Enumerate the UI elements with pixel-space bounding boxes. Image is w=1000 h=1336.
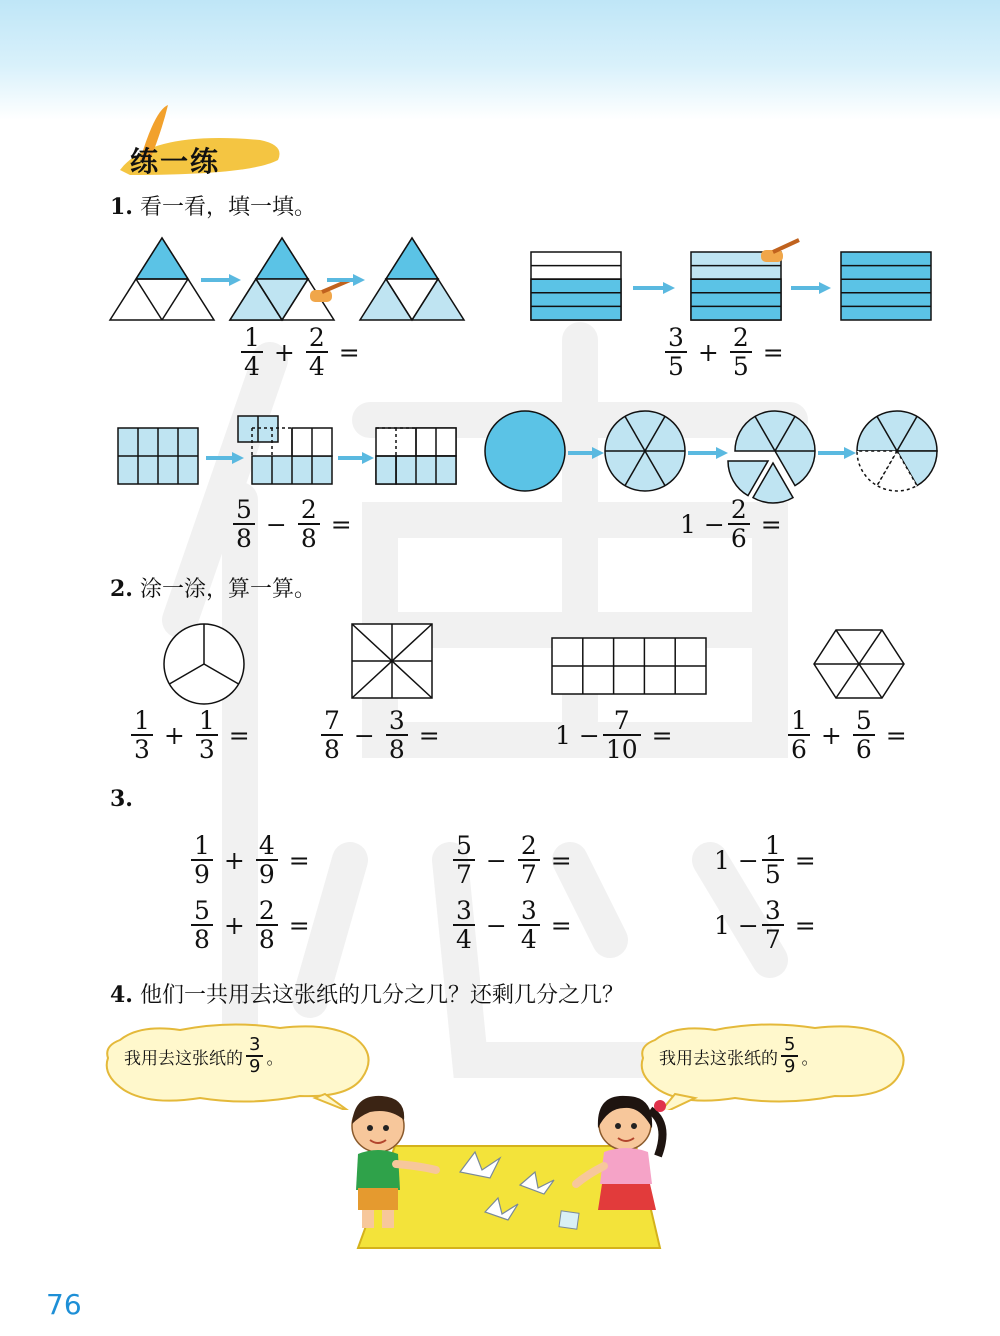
boy-speech-text: 我用去这张纸的 $\frac{3}{9}$ 。 (124, 1034, 284, 1077)
triangles-diagram (105, 232, 475, 330)
q2-expression-d: $\frac{1}{6}$ + $\frac{5}{6}$ = (785, 708, 915, 764)
arrow-right-icon (688, 447, 728, 459)
paper-square (559, 1211, 579, 1229)
arrow-right-icon (791, 282, 831, 294)
hair-bow-icon (654, 1100, 666, 1112)
rectangles-diagram (525, 238, 945, 328)
q1-expression-c: $\frac{5}{8}$ − $\frac{2}{8}$ = (230, 497, 360, 553)
arrow-right-icon (338, 452, 374, 464)
grid-subtraction-diagram (110, 410, 470, 490)
q1-expression-b: $\frac{3}{5}$ + $\frac{2}{5}$ = (662, 325, 792, 381)
arrow-right-icon (206, 452, 244, 464)
q3-expression-r2c3: 1 − $\frac{3}{7}$ = (714, 896, 816, 955)
q3-expression-r1c3: 1 − $\frac{1}{5}$ = (714, 831, 816, 890)
q2-title: 2. 涂一涂，算一算。 (110, 576, 316, 602)
q2-shapes (110, 618, 920, 708)
circles-diagram (480, 405, 945, 505)
q3-expression-r1c1: $\frac{1}{9}$ + $\frac{4}{9}$ = (188, 833, 318, 889)
arrow-right-icon (818, 447, 856, 459)
pencil-hand-icon (761, 240, 799, 262)
section-heading: 练一练 (130, 145, 221, 178)
arrow-right-icon (201, 274, 241, 286)
arrow-right-icon (633, 282, 675, 294)
girl-speech-text: 我用去这张纸的 $\frac{5}{9}$ 。 (659, 1034, 819, 1077)
q2-expression-b: $\frac{7}{8}$ − $\frac{3}{8}$ = (318, 708, 448, 764)
children-illustration (340, 1080, 680, 1260)
q2-expression-a: $\frac{1}{3}$ + $\frac{1}{3}$ = (128, 708, 258, 764)
q3-expression-r1c2: $\frac{5}{7}$ − $\frac{2}{7}$ = (450, 833, 580, 889)
pencil-hand-icon (310, 280, 350, 302)
q1-title: 1. 看一看，填一填。 (110, 194, 316, 220)
arrow-right-icon (327, 274, 365, 286)
q3-title: 3. (110, 786, 133, 812)
q2-expression-c: 1 − $\frac{7}{10}$ = (555, 706, 673, 765)
page-number: 76 (46, 1288, 82, 1321)
q3-expression-r2c1: $\frac{5}{8}$ + $\frac{2}{8}$ = (188, 898, 318, 954)
q1-expression-a: $\frac{1}{4}$ + $\frac{2}{4}$ = (238, 325, 368, 381)
q3-expression-r2c2: $\frac{3}{4}$ − $\frac{3}{4}$ = (450, 898, 580, 954)
q4-title: 4. 他们一共用去这张纸的几分之几？还剩几分之几？ (110, 982, 624, 1008)
q1-expression-d: 1 − $\frac{2}{6}$ = (680, 495, 782, 554)
arrow-right-icon (568, 447, 604, 459)
